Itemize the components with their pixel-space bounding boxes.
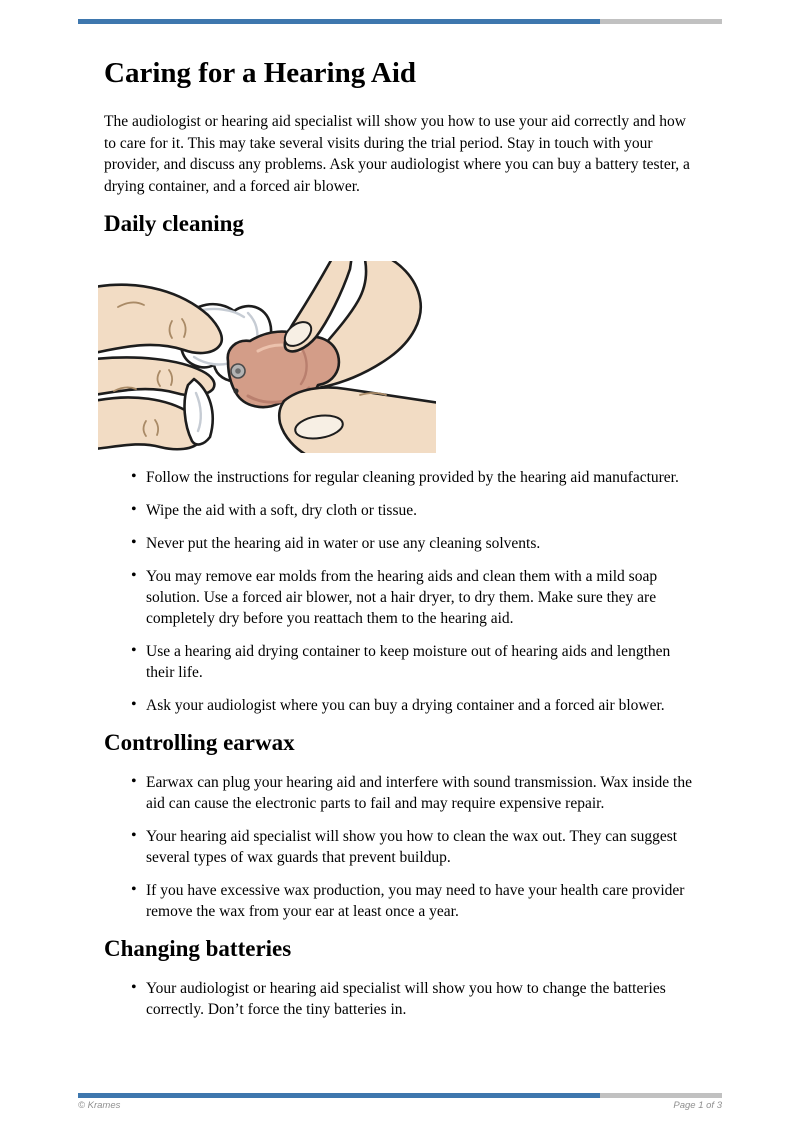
- page-number-label: Page 1 of 3: [673, 1100, 722, 1111]
- hearing-aid-cleaning-drawing: [98, 261, 436, 453]
- hearing-aid-cleaning-illustration: [98, 261, 436, 453]
- section-heading-changing-batteries: Changing batteries: [104, 936, 292, 961]
- list-item: • Earwax can plug your hearing aid and interfere with sound transmission. Wax inside the aid can cause the electronic parts to fail and may require expensive repair.: [104, 772, 702, 814]
- copyright-label: © Krames: [78, 1100, 121, 1111]
- list-item: • Wipe the aid with a soft, dry cloth or tissue.: [104, 500, 702, 521]
- footer-divider-rule: [78, 1093, 722, 1098]
- controlling-earwax-list: [104, 772, 696, 922]
- document-body: [104, 0, 696, 1032]
- section-heading-daily-cleaning: Daily cleaning: [104, 211, 244, 236]
- list-item: • Your audiologist or hearing aid specialist will show you how to change the batteries correctly. Don’t force the tiny batteries in.: [104, 978, 702, 1020]
- list-item: • Use a hearing aid drying container to keep moisture out of hearing aids and lengthen their life.: [104, 641, 702, 683]
- footer-divider-blue-segment: [78, 1093, 600, 1098]
- changing-batteries-list: [104, 978, 696, 1020]
- intro-paragraph: The audiologist or hearing aid specialist will show you how to use your aid correctly and how to care for it. This may take several visits during the trial period. Stay in touch with your provider, and discuss any problems. Ask your audiologist where you can buy a battery tester, a drying container, and a forced air blower.: [104, 113, 690, 195]
- section-heading-controlling-earwax: Controlling earwax: [104, 730, 295, 755]
- page-title: Caring for a Hearing Aid: [104, 57, 417, 89]
- list-item: • You may remove ear molds from the hearing aids and clean them with a mild soap solution. Use a forced air blower, not a hair dryer, to dry them. Make sure they are completely dry before you reattach them to the hearing aid.: [104, 566, 702, 629]
- list-item: • Never put the hearing aid in water or use any cleaning solvents.: [104, 533, 702, 554]
- list-item: • Follow the instructions for regular cleaning provided by the hearing aid manufacturer.: [104, 467, 702, 488]
- daily-cleaning-list: [104, 467, 696, 716]
- footer-divider-gray-segment: [600, 1093, 722, 1098]
- page-footer: [78, 1100, 722, 1111]
- list-item: • Your hearing aid specialist will show you how to clean the wax out. They can suggest several types of wax guards that prevent buildup.: [104, 826, 702, 868]
- list-item: • If you have excessive wax production, you may need to have your health care provider remove the wax from your ear at least once a year.: [104, 880, 702, 922]
- list-item: • Ask your audiologist where you can buy a drying container and a forced air blower.: [104, 695, 702, 716]
